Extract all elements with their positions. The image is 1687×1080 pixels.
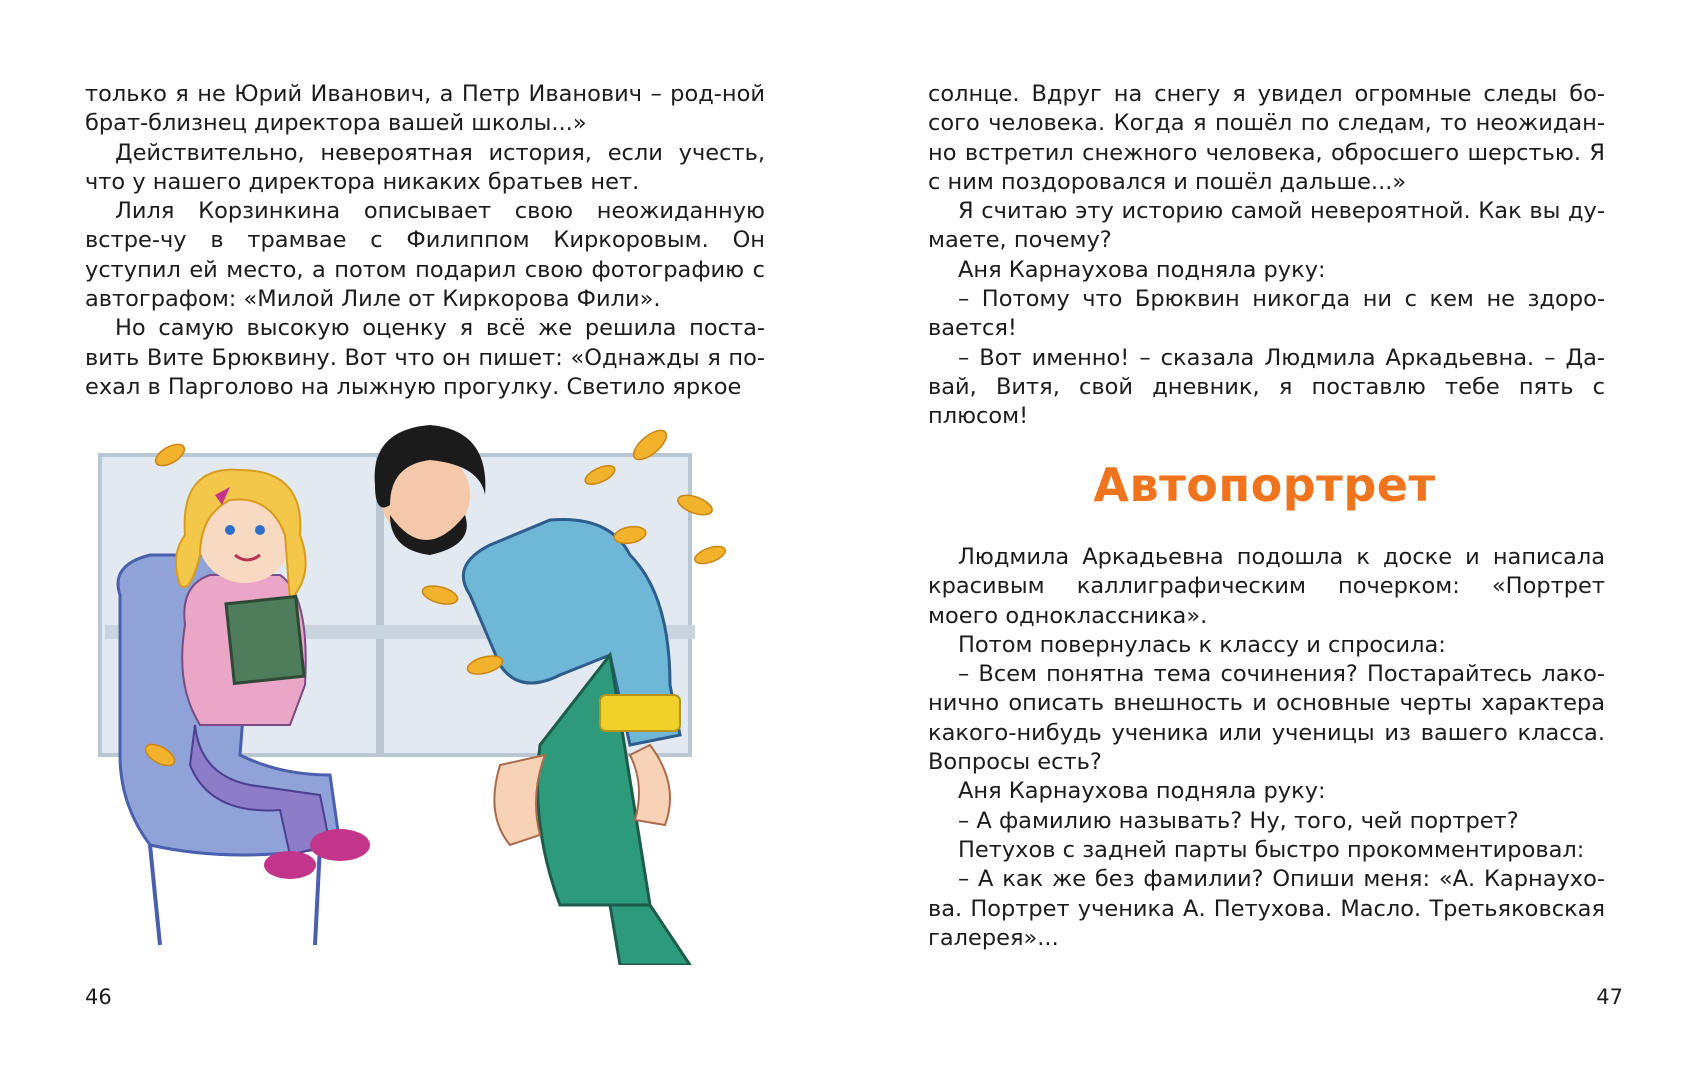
paragraph: солнце. Вдруг на снегу я увидел огромные следы бо-сого человека. Когда я пошёл по следам, то неожидан-но встретил снежного человека, обросшего шерстью. Я с ним поздоровался и пошёл дальше...» — [928, 81, 1605, 195]
right-page-text-top — [928, 80, 1605, 432]
paragraph: Аня Карнаухова подняла руку: — [958, 256, 1326, 283]
paragraph: – Вот именно! – сказала Людмила Аркадьевна. – Да-вай, Витя, свой дневник, я поставлю тебе пять с плюсом! — [928, 344, 1605, 430]
page-number: 46 — [85, 985, 112, 1009]
page-number: 47 — [1596, 985, 1623, 1009]
paragraph: – А фамилию называть? Ну, того, чей портрет? — [958, 807, 1519, 834]
chapter-title: Автопортрет — [1093, 458, 1436, 512]
paragraph: – Всем понятна тема сочинения? Постарайтесь лако-нично описать внешность и основные черты характера какого-нибудь ученика или ученицы из вашего класса. Вопросы есть? — [928, 661, 1605, 776]
paragraph: Я считаю эту историю самой невероятной. Как вы ду-маете, почему? — [928, 198, 1605, 254]
paragraph: – А как же без фамилии? Опиши меня: «А. Карнаухо-ва. Портрет ученика А. Петухова. Масло. Третьяковская галерея»... — [928, 866, 1605, 951]
paragraph: Петухов с задней парты быстро прокомментировал: — [958, 836, 1585, 863]
right-page-text-bottom — [928, 543, 1605, 953]
paragraph: – Потому что Брюквин никогда ни с кем не здоро-вается! — [928, 286, 1605, 342]
right-page — [843, 0, 1686, 1080]
paragraph: Лиля Корзинкина описывает свою неожиданную встре-чу в трамвае с Филиппом Киркоровым. Он уступил ей место, а потом подарил свою фотографию с автографом: «Милой Лиле от Киркорова Фили». — [85, 198, 765, 313]
paragraph: Аня Карнаухова подняла руку: — [958, 778, 1326, 805]
paragraph: Но самую высокую оценку я всё же решила поста-вить Вите Брюквину. Вот что он пишет: «Однажды я по-ехал в Парголово на лыжную прогулку. Светило яркое — [85, 315, 765, 400]
illustration-girl-and-man-on-tram — [90, 425, 770, 965]
paragraph: Людмила Аркадьевна подошла к доске и написала красивым каллиграфическим почерком: «Портрет моего одноклассника». — [928, 544, 1605, 629]
paragraph: только я не Юрий Иванович, а Петр Иванович – род-ной брат-близнец директора вашей школы...» — [85, 81, 765, 137]
left-page — [0, 0, 843, 1080]
paragraph: Действительно, невероятная история, если учесть, что у нашего директора никаких братьев нет. — [85, 139, 765, 195]
paragraph: Потом повернулась к классу и спросила: — [958, 631, 1446, 658]
left-page-text — [85, 80, 765, 402]
